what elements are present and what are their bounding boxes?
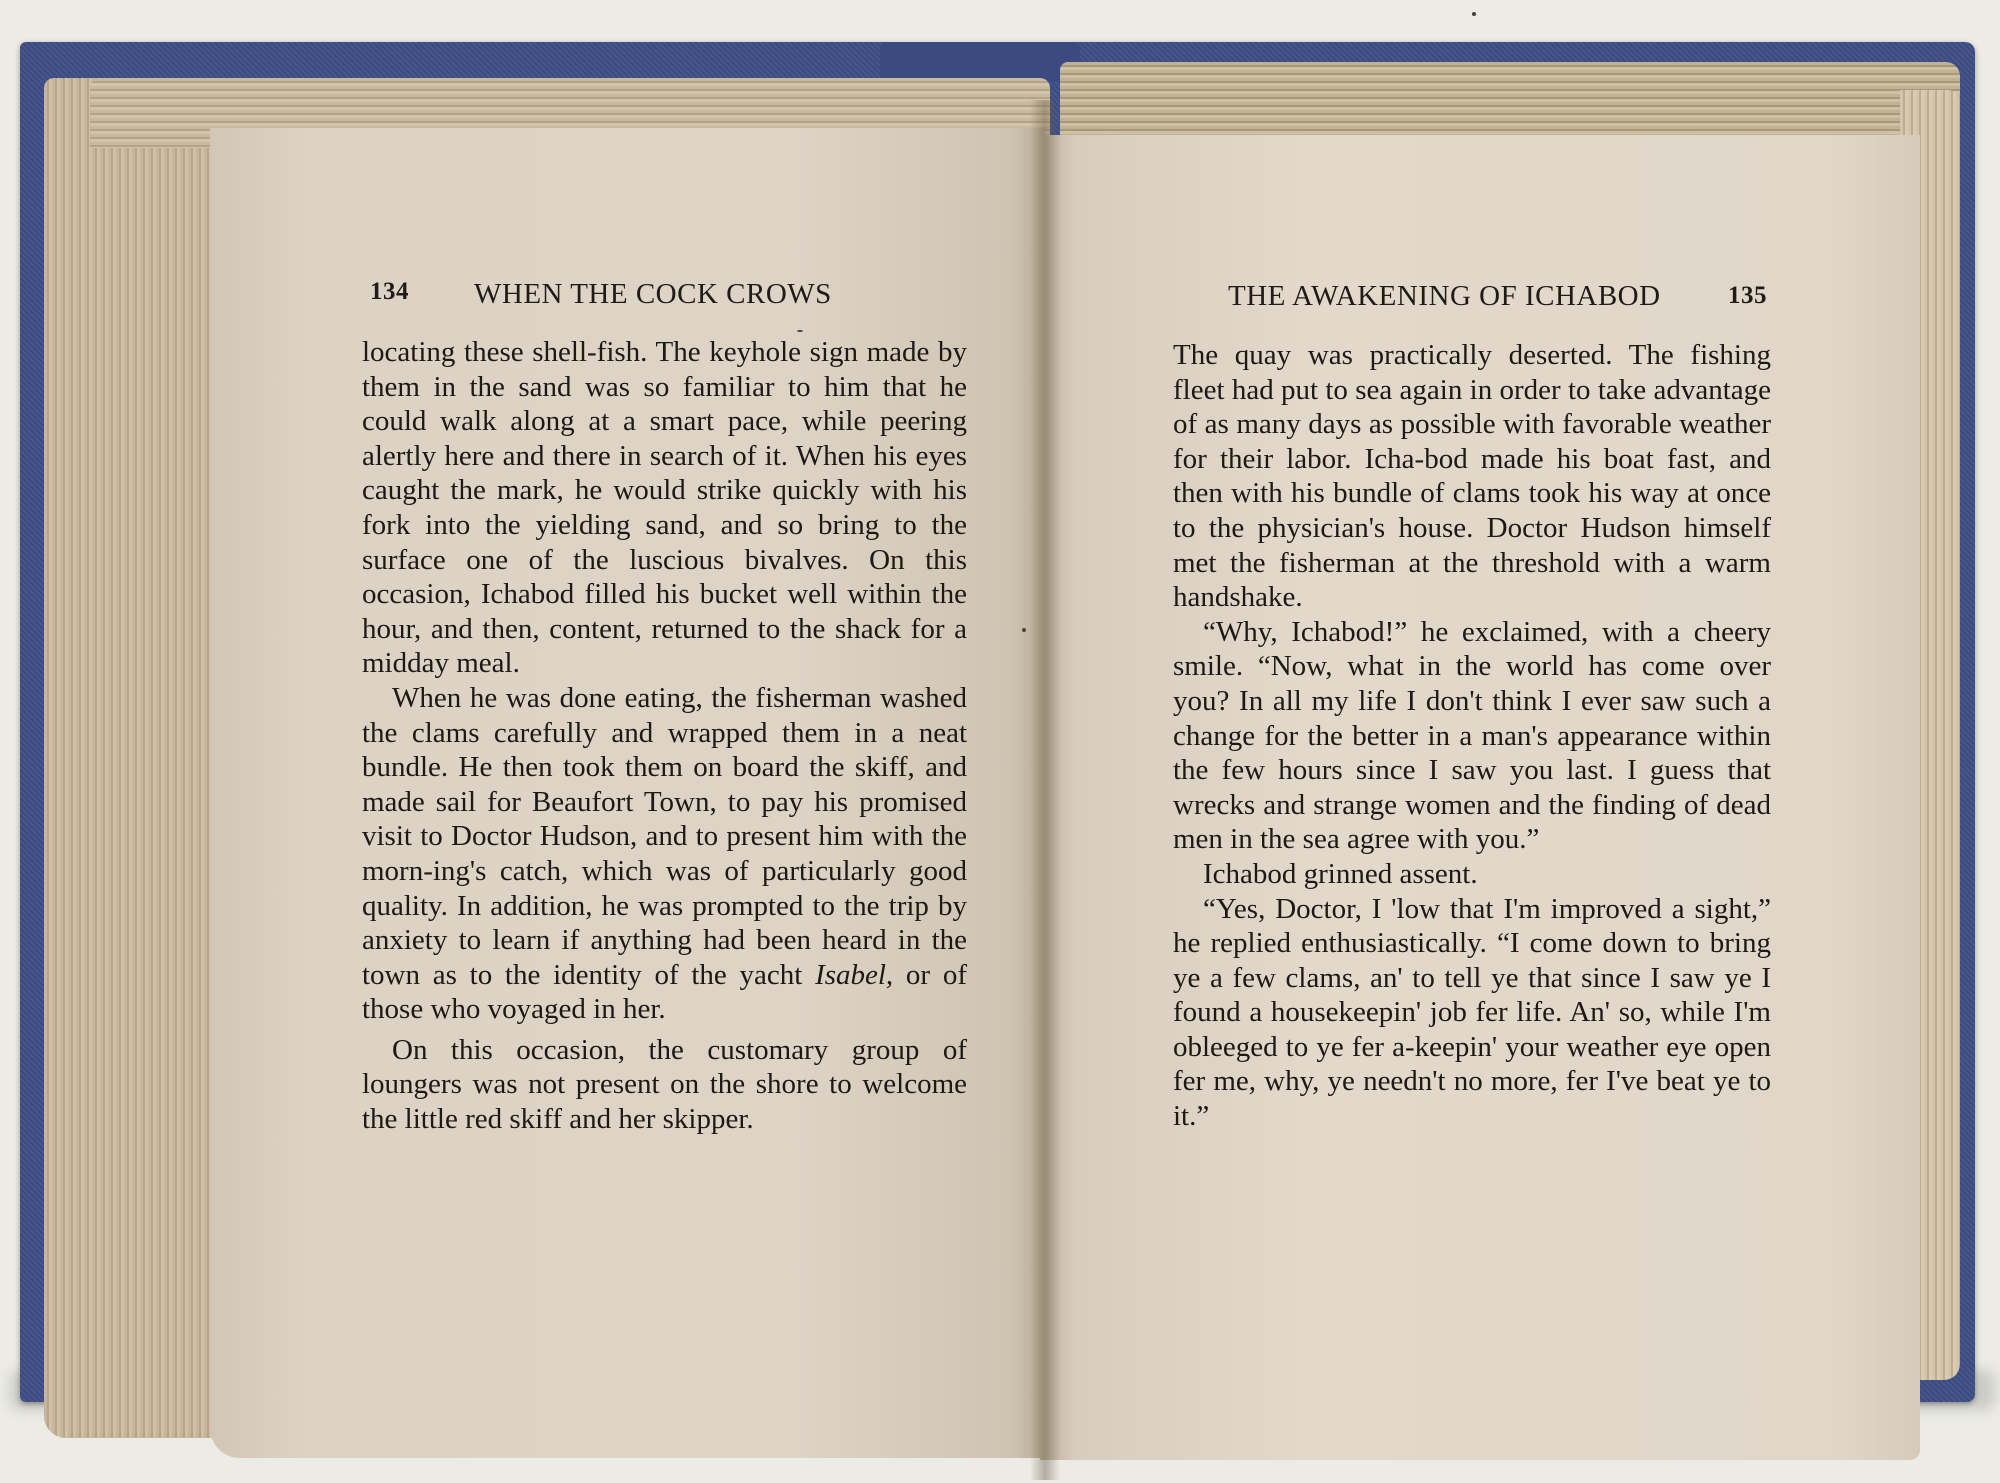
ink-speck [1022, 628, 1026, 632]
right-running-head: THE AWAKENING OF ICHABOD [1228, 280, 1661, 312]
right-paragraph-2: “Why, Ichabod!” he exclaimed, with a cheery smile. “Now, what in the world has come over you? In all my life I don't think I ever saw such a change for the better in a man's appearance within the few hours since I saw you last. I guess that wrecks and strange women and the finding of dead men in the sea agree with you.” [1173, 615, 1771, 856]
left-paragraph-2-text: When he was done eating, the fisherman washed the clams carefully and wrapped them in a neat bundle. He then took them on board the skiff, and made sail for Beaufort Town, to pay his promised visit to Doctor Hudson, and to present him with the morn-ing's catch, which was of particularly good quality. In addition, he was prompted to the trip by anxiety to learn if anything had been heard in the town as to the identity of the yacht [362, 681, 967, 991]
left-paragraph-1: locating these shell-fish. The keyhole sign made by them in the sand was so familiar to him that he could walk along at a smart pace, while peering alertly here and there in search of it. When his eyes caught the mark, he would strike quickly with his fork into the yielding sand, and so bring to the surface one of the luscious bivalves. On this occasion, Ichabod filled his bucket well within the hour, and then, content, returned to the shack for a midday meal. [362, 336, 967, 680]
right-page-number: 135 [1728, 282, 1767, 309]
ink-speck [1472, 12, 1476, 16]
spine-top [880, 42, 1080, 82]
ink-speck [797, 330, 803, 332]
right-top-page-edges [1060, 62, 1960, 142]
left-paragraph-2 [362, 681, 967, 1027]
left-page-edges [44, 78, 234, 1438]
book-gutter [1030, 100, 1060, 1480]
left-page-body [362, 335, 967, 1137]
left-page-number: 134 [370, 278, 409, 305]
left-paragraph-2-tail: or of those who voyaged in her. [362, 958, 967, 1026]
right-paragraph-1: The quay was practically deserted. The fishing fleet had put to sea again in order to take advantage of as many days as possible with favorable weather for their labor. Icha-bod made his boat fast, and then with his bundle of clams took his way at once to the physician's house. Doctor Hudson himself met the fisherman at the threshold with a warm handshake. [1173, 339, 1771, 614]
left-running-head: WHEN THE COCK CROWS [474, 278, 832, 310]
left-paragraph-3: On this occasion, the customary group of loungers was not present on the shore to welcome the little red skiff and her skipper. [362, 1033, 967, 1136]
yacht-name: Isabel, [815, 958, 894, 991]
right-paragraph-3: Ichabod grinned assent. [1203, 857, 1478, 890]
right-paragraph-4: “Yes, Doctor, I 'low that I'm improved a sight,” he replied enthusiastically. “I come down to bring ye a few clams, an' to tell ye that since I saw ye I found a housekeepin' job fer life. An' so, while I'm obleeged to ye fer a-keepin' your weather eye open fer me, why, ye needn't no more, fer I've beat ye to it.” [1173, 892, 1771, 1133]
right-page-body [1173, 338, 1771, 1134]
